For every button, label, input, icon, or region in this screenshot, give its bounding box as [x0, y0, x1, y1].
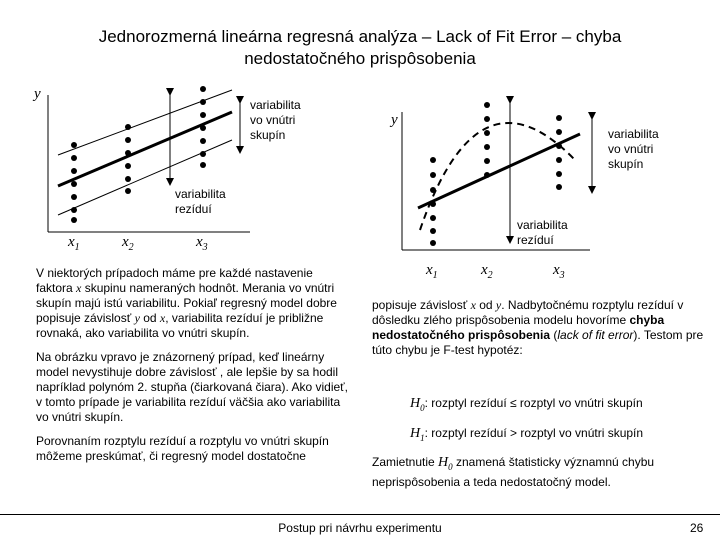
left-group3-dots: [200, 86, 206, 168]
right-x3-symbol: x: [553, 262, 560, 278]
left-y-label: y: [34, 86, 41, 102]
slide-title-line2: nedostatočného prispôsobenia: [244, 49, 476, 68]
left-p1-x-symbol: x: [76, 281, 82, 295]
right-within-label: [608, 127, 659, 172]
h0-symbol-letter: H: [410, 396, 421, 411]
right-p2-h0-sub: 0: [448, 461, 453, 472]
right-x2-symbol: x: [481, 262, 488, 278]
left-x1-symbol: x: [68, 234, 75, 250]
left-x2-label: [122, 234, 134, 253]
right-p1-italic-term: lack of fit error: [557, 328, 634, 342]
right-x1-label: [426, 262, 438, 281]
right-p1-y-symbol: y: [495, 298, 502, 312]
right-p1-part-d: (: [550, 328, 558, 342]
hypothesis-h0: [410, 396, 710, 416]
left-p1-part-c: od: [139, 311, 160, 325]
left-x2-sub: 2: [128, 242, 134, 253]
left-within-label-line1: variabilita: [250, 98, 301, 112]
h1-symbol-letter: H: [410, 426, 421, 441]
left-paragraph-3: Porovnaním rozptylu rezíduí a rozptylu vo vnútri skupín môžeme preskúmať, či regresný model dostatočne: [36, 434, 329, 463]
right-x1-sub: 1: [432, 270, 438, 281]
left-x3-label: [196, 234, 208, 253]
right-text-column: [372, 298, 706, 358]
right-paragraph-1: [372, 298, 706, 358]
right-residual-label-line2: rezíduí: [517, 233, 554, 247]
right-p2-part-b: znamená štatisticky významnú chybu neprispôsobenia a teda nedostatočný model.: [372, 455, 655, 489]
left-within-label-line3: skupín: [250, 128, 286, 142]
footer-text: Postup pri návrhu experimentu: [278, 521, 442, 535]
left-x1-sub: 1: [74, 242, 80, 253]
page-number: 26: [690, 521, 704, 535]
left-p1-y-symbol: y: [134, 311, 140, 325]
right-regression-line: [418, 134, 580, 208]
left-p1-part-d: , variabilita rezíduí je približne rovnaká, ako variabilita vo vnútri skupín.: [36, 311, 324, 340]
h0-symbol-sub: 0: [420, 402, 425, 413]
right-residual-label: [517, 218, 568, 248]
h1-text: : rozptyl rezíduí > rozptyl vo vnútri skupín: [424, 426, 644, 440]
right-quadratic-curve: [420, 123, 575, 230]
left-p1-part-b: skupinu nameraných hodnôt. Merania vo vnútri skupín majú istú variabilitu. Pokiaľ regresný model dobre popisuje závislosť: [36, 281, 337, 325]
left-p1-part-a: V niektorých prípadoch máme pre každé nastavenie faktora: [36, 266, 313, 295]
right-x3-label: [553, 262, 565, 281]
left-residual-label: [175, 187, 226, 217]
left-x3-sub: 3: [202, 242, 208, 253]
hypothesis-h1: [410, 426, 710, 446]
right-x2-label: [481, 262, 493, 281]
left-residual-label-line1: variabilita: [175, 187, 226, 201]
left-paragraph-2: Na obrázku vpravo je znázornený prípad, keď lineárny model nevystihuje dobre závislosť , ale lepšie by sa hodil napríklad polynóm 2. stupňa (čiarkovaná čiara). Ako vidieť, v tomto prípade je variabilita rezíduí väčšia ako variabilita vo vnútri skupín.: [36, 350, 348, 424]
right-p1-x-symbol: x: [470, 298, 476, 312]
right-x2-sub: 2: [487, 270, 493, 281]
left-x2-symbol: x: [122, 234, 129, 250]
left-p1-x2-symbol: x: [159, 311, 166, 325]
right-p1-part-e: ). Testom pre túto chybu je F-test hypotéz:: [372, 328, 704, 357]
right-p1-bold-term: chyba nedostatočného prispôsobenia: [372, 313, 665, 342]
right-p2-part-a: Zamietnutie: [372, 455, 439, 469]
right-x3-sub: 3: [559, 270, 565, 281]
right-y-label: y: [391, 112, 398, 128]
left-paragraph-1: [36, 266, 352, 341]
right-group3-dots: [556, 115, 562, 190]
left-text-column: [36, 266, 352, 464]
left-regression-line: [58, 112, 232, 186]
right-residual-label-line1: variabilita: [517, 218, 568, 232]
right-within-label-line2: vo vnútri: [608, 142, 654, 156]
left-x3-symbol: x: [196, 234, 203, 250]
right-within-label-line3: skupín: [608, 157, 644, 171]
right-p1-part-b: od: [475, 298, 496, 312]
right-within-label-line1: variabilita: [608, 127, 659, 141]
h0-symbol: [410, 396, 425, 411]
left-residual-label-line2: rezíduí: [175, 202, 212, 216]
left-within-label: [250, 98, 301, 143]
right-x1-symbol: x: [426, 262, 433, 278]
right-group2-dots: [484, 102, 490, 178]
right-p2-h0-symbol: [438, 455, 453, 470]
left-x1-label: [68, 234, 80, 253]
h0-text: : rozptyl rezíduí ≤ rozptyl vo vnútri skupín: [424, 396, 643, 410]
right-p1-part-c: . Nadbytočnému rozptylu rezíduí v dôsledku zlého prispôsobenia modelu hovoríme: [372, 298, 684, 327]
footer-divider: [0, 514, 720, 515]
slide-title-line1: Jednorozmerná lineárna regresná analýza – Lack of Fit Error – chyba: [98, 27, 622, 46]
h1-symbol: [410, 426, 425, 441]
h1-symbol-sub: 1: [420, 432, 425, 443]
left-within-label-line2: vo vnútri: [250, 113, 296, 127]
right-p2-h0-letter: H: [438, 455, 449, 470]
left-group1-dots: [71, 142, 77, 223]
right-p1-part-a: popisuje závislosť: [372, 298, 471, 312]
right-paragraph-2: [372, 455, 706, 490]
